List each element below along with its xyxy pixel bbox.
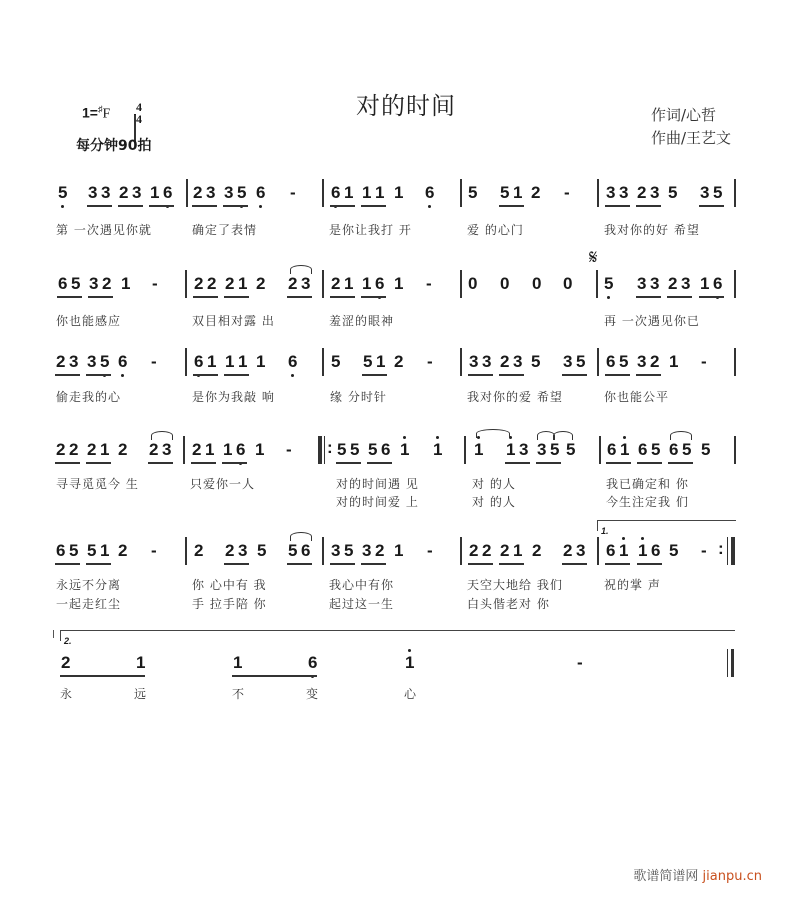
note: 2 [118, 541, 128, 560]
note: 6 [308, 653, 318, 672]
note: 2 [469, 541, 479, 560]
note: 1 [238, 352, 248, 371]
note: 5 [71, 274, 81, 293]
note: 1 [433, 440, 443, 459]
note: 1 [233, 653, 243, 672]
note: 2 [331, 274, 341, 293]
note: 3 [162, 440, 172, 459]
note: 2 [563, 541, 573, 560]
note: 1 [121, 274, 131, 293]
note: 5 [350, 440, 360, 459]
note: 3 [619, 183, 629, 202]
note: 5 [682, 440, 692, 459]
note: 6 [163, 183, 173, 202]
note: 1 [223, 440, 233, 459]
repeat-start-barline [318, 436, 322, 464]
time-signature [134, 101, 144, 125]
barline [597, 537, 599, 565]
lyric: 羞涩的眼神 [329, 314, 395, 328]
note: 6 [301, 541, 311, 560]
barline [734, 179, 736, 207]
note: 1 [225, 352, 235, 371]
note: 5 [87, 541, 97, 560]
lyric: 再 一次遇见你已 [604, 314, 700, 328]
tempo-marking: 每分钟90拍 [76, 138, 152, 154]
dash: - [290, 183, 296, 202]
slur [553, 431, 573, 440]
note: 2 [668, 274, 678, 293]
note: 2 [149, 440, 159, 459]
note: 6 [606, 541, 616, 560]
note: 2 [194, 541, 204, 560]
note: 1 [256, 352, 266, 371]
dash: - [151, 541, 157, 560]
lyric-verse2: 手 拉手陪 你 [192, 597, 267, 611]
note: 3 [301, 274, 311, 293]
tie [476, 429, 510, 438]
note: 5 [344, 541, 354, 560]
slur [290, 265, 312, 274]
note: 3 [650, 183, 660, 202]
lyric: 爱 的心门 [467, 223, 524, 237]
rest: 0 [468, 274, 478, 293]
note: 2 [225, 541, 235, 560]
time-sig-bottom: 4 [136, 112, 142, 126]
note: 2 [288, 274, 298, 293]
note: 5 [566, 440, 576, 459]
note: 2 [194, 274, 204, 293]
barline [596, 270, 598, 298]
note: 5 [69, 541, 79, 560]
lyric: 不 [232, 687, 246, 701]
dash: - [427, 541, 433, 560]
key-signature [82, 104, 110, 123]
note: 1 [513, 183, 523, 202]
lyric: 确定了表情 [192, 223, 258, 237]
dash: - [286, 440, 292, 459]
note: 3 [469, 352, 479, 371]
note: 1 [255, 440, 265, 459]
note: 1 [700, 274, 710, 293]
lyric: 是你为我敲 响 [192, 390, 275, 404]
dash: - [701, 541, 707, 560]
note: 5 [619, 352, 629, 371]
note: 1 [362, 183, 372, 202]
final-barline-thick [731, 649, 734, 677]
note: 1 [394, 541, 404, 560]
lyric-verse2: 今生注定我 们 [606, 495, 689, 509]
note: 3 [606, 183, 616, 202]
note: 5 [701, 440, 711, 459]
time-sig-top: 4 [136, 100, 142, 114]
final-barline-thin [727, 649, 728, 677]
note: 1 [638, 541, 648, 560]
note: 1 [669, 352, 679, 371]
note: 1 [394, 183, 404, 202]
note: 6 [194, 352, 204, 371]
lyric: 是你让我打 开 [329, 223, 412, 237]
dash: - [577, 653, 583, 672]
slur [290, 532, 312, 541]
note: 1 [205, 440, 215, 459]
repeat-dots-icon: : [718, 539, 724, 558]
barline [460, 537, 462, 565]
note: 2 [532, 541, 542, 560]
volta-tick [53, 630, 54, 638]
note: 2 [56, 352, 66, 371]
note: 5 [550, 440, 560, 459]
barline [460, 270, 462, 298]
lyric: 我对你的好 希望 [604, 223, 700, 237]
segno-icon: 𝄋 [589, 245, 598, 269]
lyric: 心 [404, 687, 418, 701]
lyric: 我对你的爱 希望 [467, 390, 563, 404]
note: 1 [136, 653, 146, 672]
barline [322, 348, 324, 376]
lyricist-credit: 作词/心哲 [651, 106, 717, 124]
lyric: 你 心中有 我 [192, 578, 267, 592]
lyric: 远 [134, 687, 148, 701]
note: 1 [375, 183, 385, 202]
note: 3 [224, 183, 234, 202]
note: 3 [88, 183, 98, 202]
key-note: F [102, 106, 111, 122]
note: 2 [225, 274, 235, 293]
note: 6 [425, 183, 435, 202]
watermark-domain: jianpu.cn [702, 869, 762, 884]
lyric: 永远不分离 [56, 578, 122, 592]
lyric-verse2: 对的时间爱 上 [336, 495, 419, 509]
note: 5 [368, 440, 378, 459]
note: 2 [69, 440, 79, 459]
barline [460, 179, 462, 207]
note: 1 [344, 183, 354, 202]
repeat-end-barline [731, 537, 735, 565]
note: 3 [513, 352, 523, 371]
barline [185, 537, 187, 565]
note: 3 [69, 352, 79, 371]
dash: - [701, 352, 707, 371]
lyric: 你也能感应 [56, 314, 122, 328]
note: 3 [537, 440, 547, 459]
note: 5 [669, 541, 679, 560]
watermark-site: 歌谱简谱网 [633, 869, 699, 884]
key-prefix: 1= [82, 104, 98, 121]
note: 1 [376, 352, 386, 371]
repeat-dots-icon: : [327, 438, 333, 457]
note: 6 [331, 183, 341, 202]
note: 2 [650, 352, 660, 371]
volta-second-ending [60, 630, 735, 646]
note: 1 [513, 541, 523, 560]
note: 5 [237, 183, 247, 202]
note: 6 [236, 440, 246, 459]
sharp-icon: ♯ [97, 104, 103, 114]
note: 2 [500, 541, 510, 560]
note: 1 [394, 274, 404, 293]
slur [670, 431, 692, 440]
lyric: 对的时间遇 见 [336, 477, 419, 491]
note: 3 [700, 183, 710, 202]
dash: - [427, 352, 433, 371]
note: 2 [256, 274, 266, 293]
dash: - [152, 274, 158, 293]
note: 3 [89, 274, 99, 293]
lyric: 你也能公平 [604, 390, 670, 404]
note: 3 [362, 541, 372, 560]
lyric: 对 的人 [472, 477, 516, 491]
note: 1 [362, 274, 372, 293]
note: 6 [607, 440, 617, 459]
dash: - [564, 183, 570, 202]
lyric: 偷走我的心 [56, 390, 122, 404]
rest: 0 [563, 274, 573, 293]
rest: 0 [500, 274, 510, 293]
note: 6 [713, 274, 723, 293]
note: 1 [207, 352, 217, 371]
note: 3 [563, 352, 573, 371]
note: 1 [405, 653, 415, 672]
note: 1 [619, 541, 629, 560]
note: 6 [375, 274, 385, 293]
lyric-verse2: 起过这一生 [329, 597, 395, 611]
note: 2 [500, 352, 510, 371]
barline [734, 348, 736, 376]
lyric: 只爱你一人 [190, 477, 256, 491]
note: 3 [206, 183, 216, 202]
note: 2 [192, 440, 202, 459]
lyric-verse2: 白头偕老对 你 [467, 597, 550, 611]
note: 2 [61, 653, 71, 672]
dash: - [151, 352, 157, 371]
lyric: 变 [306, 687, 320, 701]
note: 2 [118, 440, 128, 459]
barline [183, 436, 185, 464]
barline [734, 270, 736, 298]
note: 5 [651, 440, 661, 459]
lyric-verse2: 一起走红尘 [56, 597, 122, 611]
note: 3 [101, 183, 111, 202]
note: 1 [474, 440, 484, 459]
note: 3 [482, 352, 492, 371]
lyric: 缘 分时针 [330, 390, 387, 404]
note: 6 [56, 541, 66, 560]
barline [322, 179, 324, 207]
barline [734, 436, 736, 464]
note: 3 [650, 274, 660, 293]
note: 5 [468, 183, 478, 202]
note: 5 [531, 352, 541, 371]
lyric: 我心中有你 [329, 578, 395, 592]
note: 5 [288, 541, 298, 560]
dash: - [426, 274, 432, 293]
barline [597, 179, 599, 207]
note: 2 [193, 183, 203, 202]
note: 2 [637, 183, 647, 202]
slur [151, 431, 173, 440]
note: 1 [100, 541, 110, 560]
note: 5 [668, 183, 678, 202]
note: 1 [400, 440, 410, 459]
note: 2 [482, 541, 492, 560]
note: 6 [669, 440, 679, 459]
note: 5 [604, 274, 614, 293]
lyric: 寻寻觅觅今 生 [56, 477, 139, 491]
note: 5 [331, 352, 341, 371]
note: 5 [100, 352, 110, 371]
note: 5 [58, 183, 68, 202]
note: 6 [606, 352, 616, 371]
note: 3 [637, 274, 647, 293]
volta-first-ending [597, 520, 736, 536]
note: 6 [651, 541, 661, 560]
note: 5 [576, 352, 586, 371]
volta-label: 1. [601, 526, 609, 536]
note: 3 [519, 440, 529, 459]
watermark [633, 865, 762, 884]
rest: 0 [532, 274, 542, 293]
barline [599, 436, 601, 464]
lyric: 我已确定和 你 [606, 477, 689, 491]
note: 2 [87, 440, 97, 459]
note: 3 [576, 541, 586, 560]
volta-label: 2. [64, 636, 72, 646]
note: 2 [394, 352, 404, 371]
lyric: 第 一次遇见你就 [56, 223, 152, 237]
barline [464, 436, 466, 464]
note: 1 [506, 440, 516, 459]
note: 6 [58, 274, 68, 293]
note: 1 [344, 274, 354, 293]
note: 3 [238, 541, 248, 560]
note: 3 [331, 541, 341, 560]
note: 5 [713, 183, 723, 202]
note: 2 [531, 183, 541, 202]
barline [597, 348, 599, 376]
note: 6 [381, 440, 391, 459]
note: 2 [119, 183, 129, 202]
note: 3 [681, 274, 691, 293]
barline [185, 270, 187, 298]
note: 5 [500, 183, 510, 202]
note: 1 [100, 440, 110, 459]
note: 6 [118, 352, 128, 371]
note: 5 [337, 440, 347, 459]
repeat-start-thin [324, 436, 325, 464]
song-title: 对的时间 [356, 92, 456, 120]
repeat-end-thin [727, 537, 728, 565]
note: 1 [150, 183, 160, 202]
composer-credit: 作曲/王艺文 [651, 129, 732, 147]
note: 2 [375, 541, 385, 560]
lyric: 永 [60, 687, 74, 701]
note: 1 [238, 274, 248, 293]
note: 3 [87, 352, 97, 371]
note: 5 [363, 352, 373, 371]
barline [460, 348, 462, 376]
lyric-verse2: 对 的人 [472, 495, 516, 509]
note: 3 [132, 183, 142, 202]
note: 2 [102, 274, 112, 293]
note: 6 [256, 183, 266, 202]
barline [186, 179, 188, 207]
note: 1 [620, 440, 630, 459]
note: 2 [207, 274, 217, 293]
note: 3 [637, 352, 647, 371]
barline [185, 348, 187, 376]
note: 6 [288, 352, 298, 371]
barline [322, 537, 324, 565]
lyric: 天空大地给 我们 [467, 578, 563, 592]
note: 6 [638, 440, 648, 459]
note: 5 [257, 541, 267, 560]
note: 2 [56, 440, 66, 459]
barline [322, 270, 324, 298]
lyric: 双目相对露 出 [192, 314, 275, 328]
lyric: 祝的掌 声 [604, 578, 661, 592]
